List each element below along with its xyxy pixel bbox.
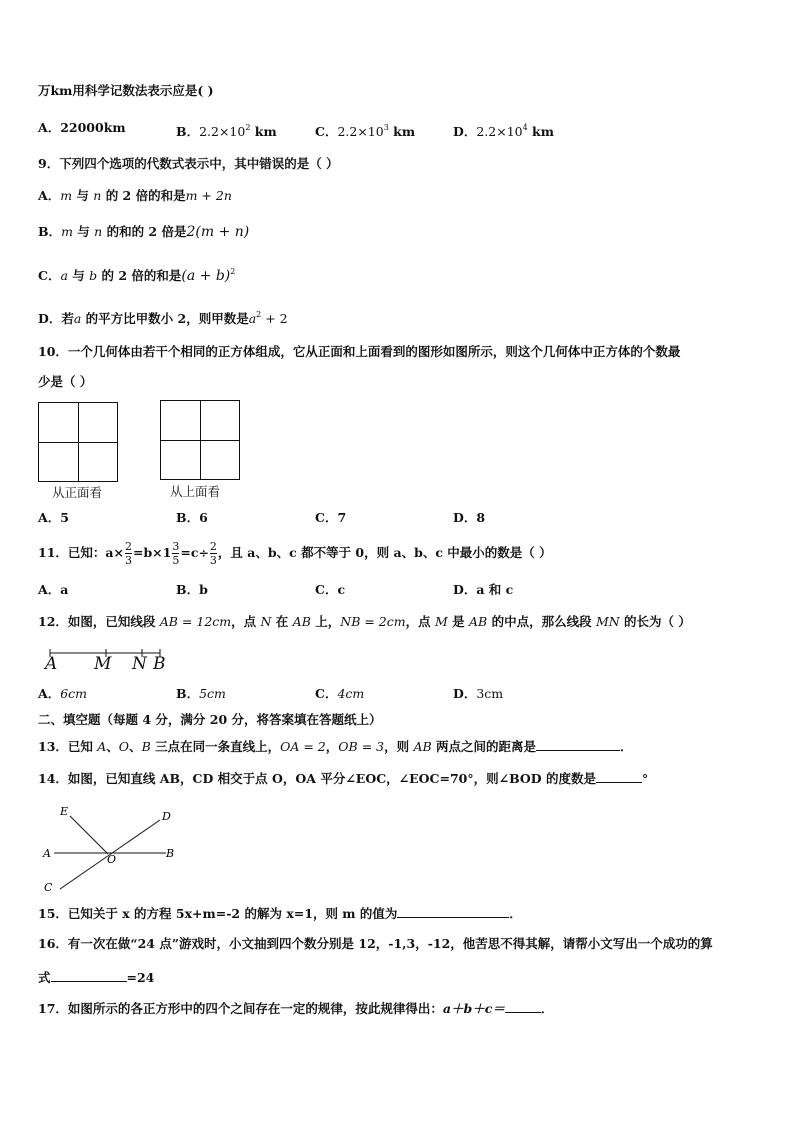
q13-answer-blank[interactable] [536, 738, 620, 751]
label-a: A [43, 847, 51, 860]
q11-option-a: A．a [38, 582, 69, 597]
q10-option-c: C．7 [315, 510, 347, 525]
q10-stem-line2: 少是（ ） [38, 374, 93, 389]
point-a-label: A [45, 654, 58, 674]
point-b-label: B [153, 654, 166, 674]
q10-option-b: B．6 [176, 510, 208, 525]
q9-option-d: D．若a 的平方比甲数小 2，则甲数是$a^2 + 2$ [38, 310, 288, 326]
q9-option-b: B．m 与 n 的和的 2 倍是2(m + n) [38, 224, 250, 240]
q14-answer-blank[interactable] [596, 770, 642, 783]
q8-option-c: C．$2.2\times 10^3$ km [315, 123, 416, 139]
label-c: C [44, 881, 53, 894]
q9-stem: 9．下列四个选项的代数式表示中，其中错误的是（ ） [38, 156, 339, 171]
q8-option-a: A．22000km [38, 120, 126, 135]
label-e: E [60, 805, 69, 818]
q9-option-a: A．m 与 n 的 2 倍的和是m + 2n [38, 188, 232, 203]
q11-option-c: C．c [315, 582, 346, 597]
q12-option-a: A．6cm [38, 686, 88, 701]
q8-option-d: D．$2.2\times 10^4$ km [453, 123, 554, 139]
q16-answer-blank[interactable] [51, 969, 127, 982]
point-m-label: M [94, 654, 112, 674]
front-view-caption: 从正面看 [52, 485, 103, 500]
q10-option-d: D．8 [453, 510, 486, 525]
q8-option-b: B．$2.2\times 10^2$ km [176, 123, 277, 139]
label-b: B [166, 847, 175, 860]
q12-option-c: C．4cm [315, 686, 365, 701]
q16-stem-line2: 式 =24 [38, 970, 155, 985]
q10-option-a: A．5 [38, 510, 69, 525]
q12-option-d: D．3cm [453, 686, 504, 701]
q17-stem: 17．如图所示的各正方形中的四个之间存在一定的规律，按此规律得出：a＋b＋c＝ ． [38, 1001, 554, 1016]
ray-oe [70, 816, 108, 854]
q9-option-c: C．a 与 b 的 2 倍的和是$(a + b)^2$ [38, 267, 236, 284]
q11-stem: 11．已知：a× $\frac{2}{3}$ =b×1 $\frac{3}{5}$ =c÷ $\frac{2}{3}$ ，且 a、b、c 都不等于 0，则 a、b、c 中最小的数是（ ） [38, 540, 552, 567]
q11-option-d: D．a 和 c [453, 582, 514, 597]
q15-stem: 15．已知关于 x 的方程 5x+m=-2 的解为 x=1，则 m 的值为 ． [38, 906, 522, 921]
q12-stem: 12．如图，已知线段 AB = 12cm，点 N 在 AB 上，NB = 2cm，点 M 是 AB 的中点，那么线段 MN 的长为（ ） [38, 614, 691, 629]
q16-stem-line1: 16．有一次在做“24 点”游戏时，小文抽到四个数分别是 12，-1,3，-12，他苦思不得其解，请帮小文写出一个成功的算 [38, 936, 713, 951]
q11-fraction-2: $\frac{3}{5}$ [172, 540, 180, 567]
q12-option-b: B．5cm [176, 686, 226, 701]
top-view-caption: 从上面看 [170, 484, 221, 499]
q11-option-b: B．b [176, 582, 208, 597]
front-view-figure [38, 402, 118, 482]
q13-stem: 13．已知 A、O、B 三点在同一条直线上，OA = 2，OB = 3，则 AB 两点之间的距离是 ． [38, 739, 633, 754]
top-view-figure [160, 400, 240, 480]
label-o: O [107, 853, 117, 866]
q10-stem-line1: 10．一个几何体由若干个相同的正方体组成，它从正面和上面看到的图形如图所示，则这个几何体中正方体的个数最 [38, 344, 681, 359]
q11-fraction-3: $\frac{2}{3}$ [209, 540, 217, 567]
q14-stem: 14．如图，已知直线 AB，CD 相交于点 O，OA 平分∠EOC，∠EOC=70°，则∠BOD 的度数是 ° [38, 771, 649, 786]
q8-stem-tail: 万km用科学记数法表示应是( ) [38, 83, 214, 98]
section-2-title: 二、填空题（每题 4 分，满分 20 分，将答案填在答题纸上） [38, 712, 382, 727]
label-d: D [162, 810, 171, 823]
q15-answer-blank[interactable] [397, 905, 509, 918]
point-n-label: N [132, 654, 147, 674]
q11-fraction-1: $\frac{2}{3}$ [124, 540, 132, 567]
q17-answer-blank[interactable] [505, 1000, 541, 1013]
q14-angle-figure [38, 800, 188, 896]
